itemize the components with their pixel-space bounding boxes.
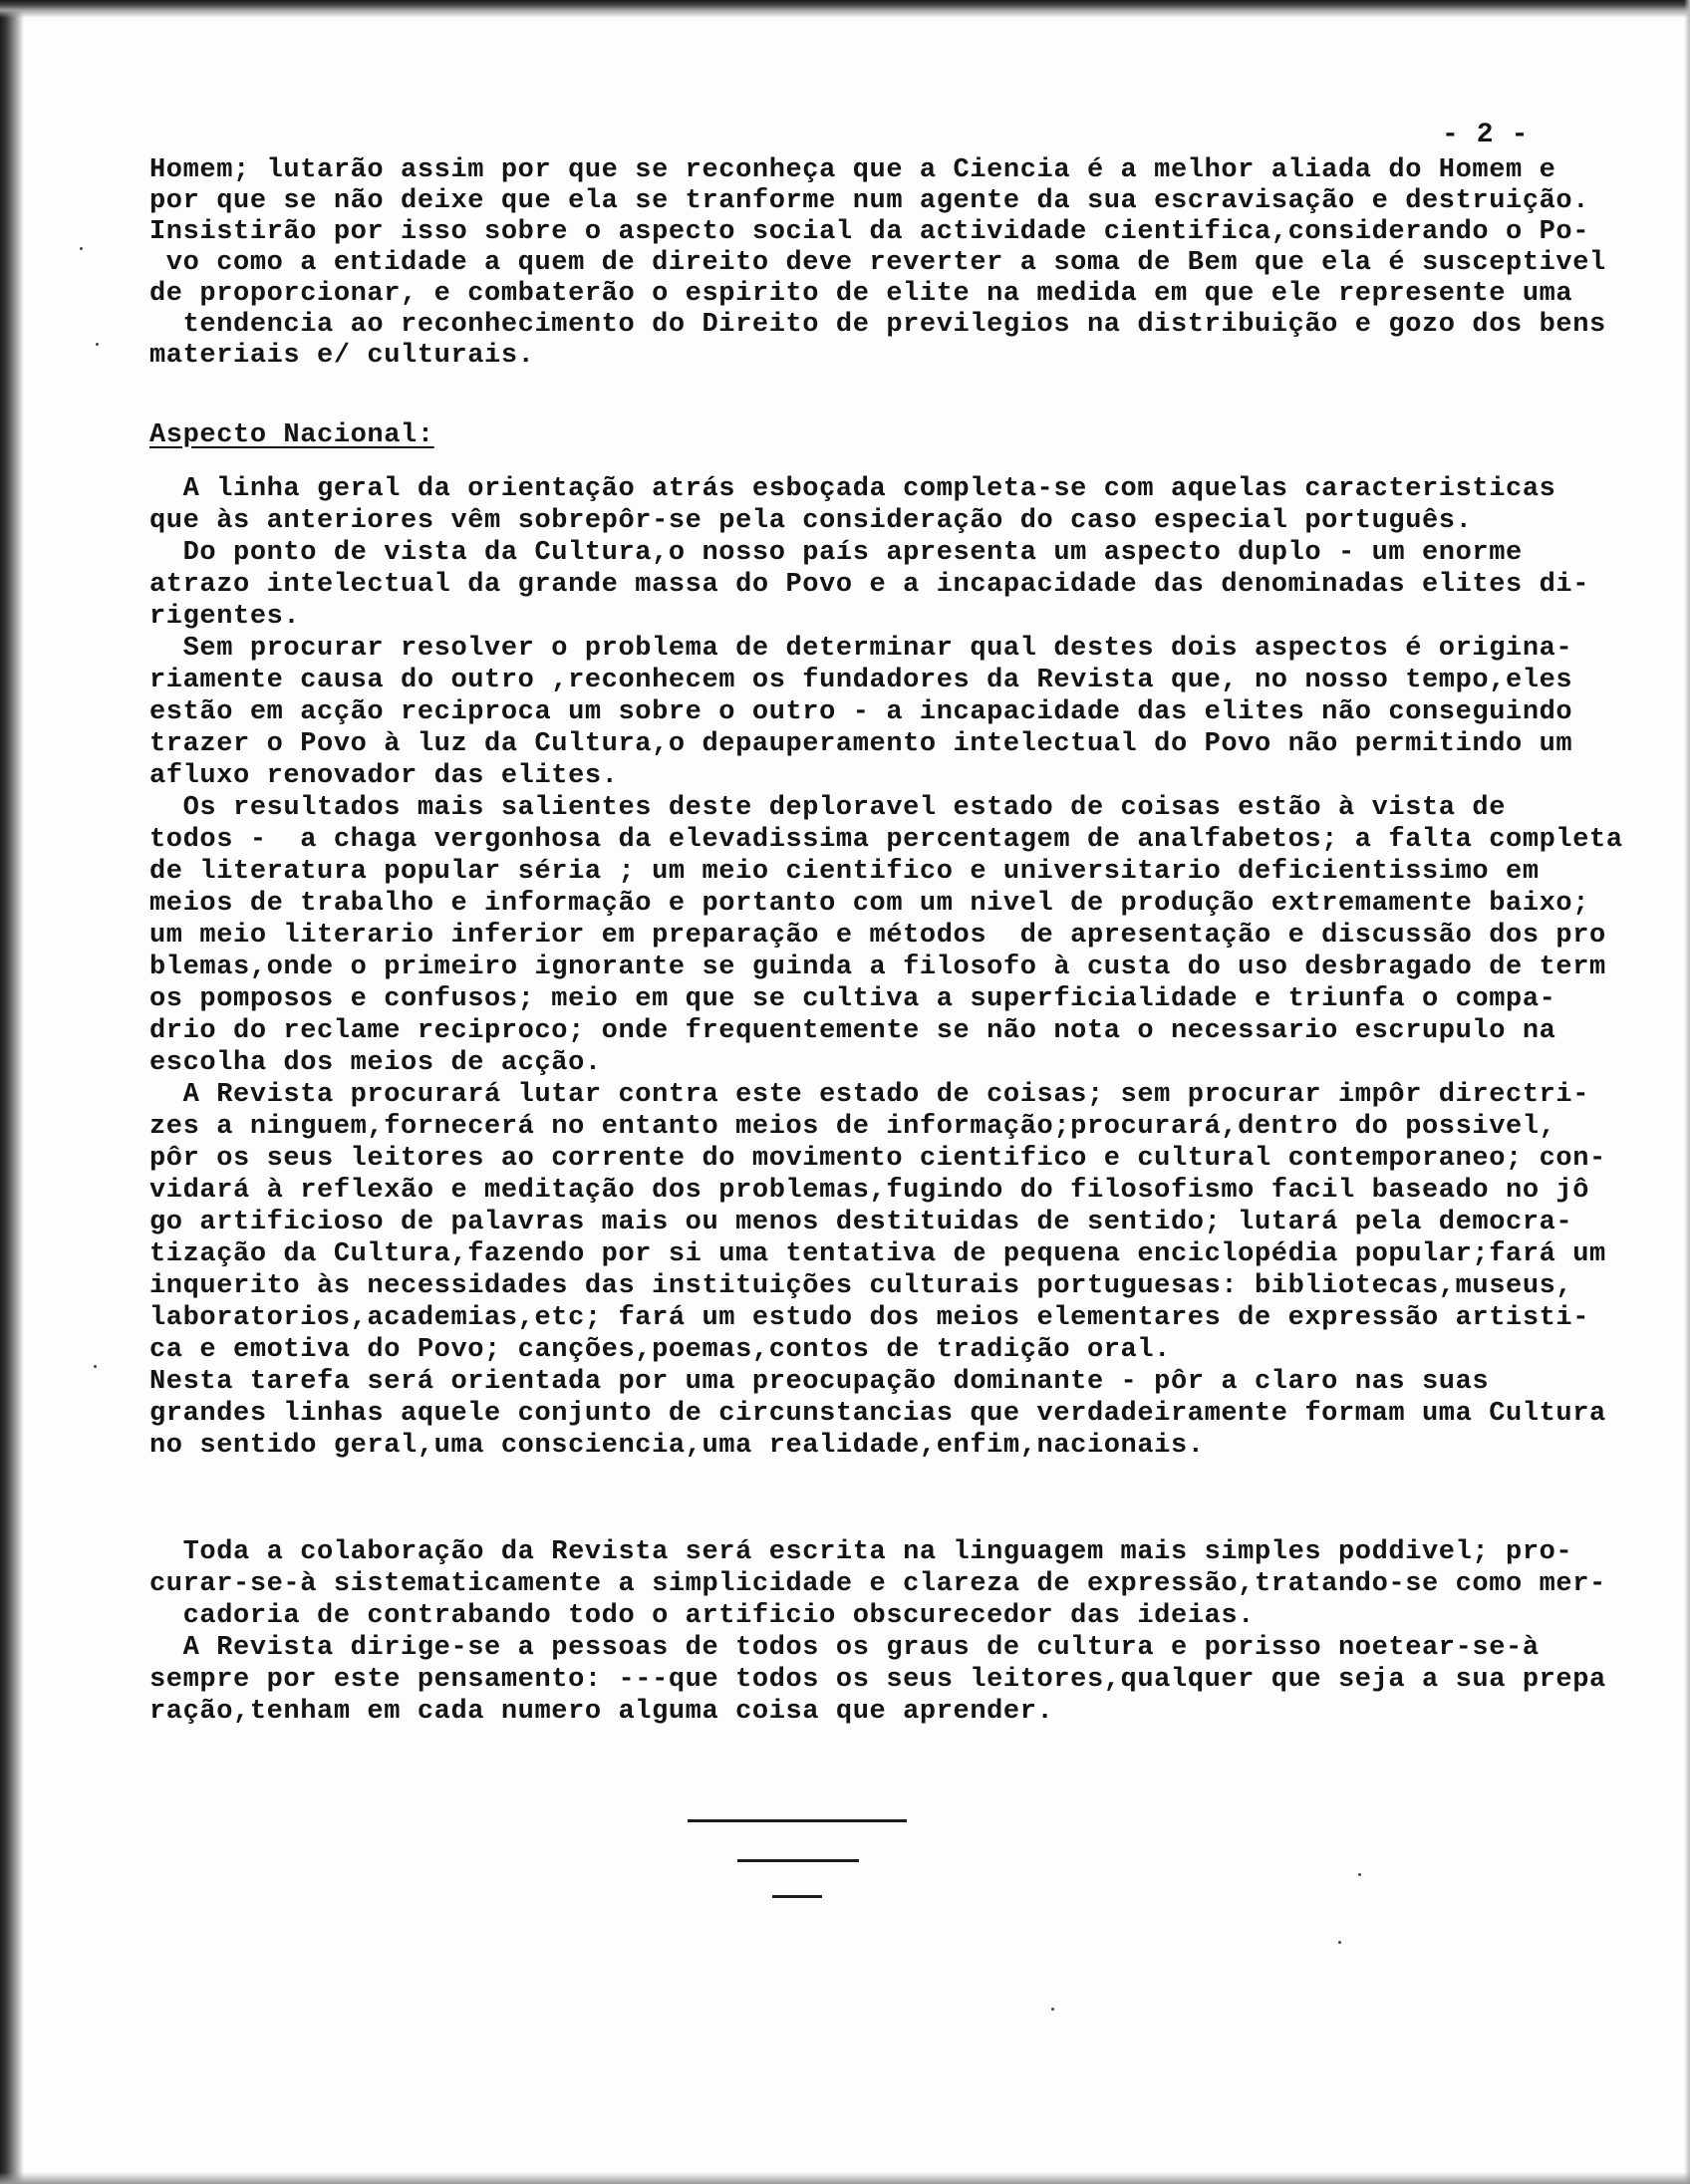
text-line: blemas,onde o primeiro ignorante se guinda a filosofo à custa do uso desbragado de term (149, 953, 1606, 982)
text-line: Insistirão por isso sobre o aspecto social da actividade cientifica,considerando o Po- (149, 217, 1590, 247)
text-line: materiais e/ culturais. (149, 341, 535, 371)
text-line: grandes linhas aquele conjunto de circunstancias que verdadeiramente formam uma Cultura (149, 1399, 1606, 1429)
scan-edge-right (1684, 0, 1690, 2184)
text-line: laboratorios,academias,etc; fará um estudo dos meios elementares de expressão artisti- (149, 1303, 1590, 1333)
section-heading: Aspecto Nacional: (149, 420, 434, 450)
text-line: de literatura popular séria ; um meio cientifico e universitario deficientissimo em (149, 857, 1540, 887)
text-line: todos - a chaga vergonhosa da elevadissima percentagem de analfabetos; a falta completa (149, 825, 1623, 855)
scan-edge-left (0, 0, 24, 2184)
text-line: pôr os seus leitores ao corrente do movimento cientifico e cultural contemporaneo; con- (149, 1144, 1606, 1174)
text-line: curar-se-à sistematicamente a simplicidade e clareza de expressão,tratando-se como mer- (149, 1569, 1606, 1599)
text-line: ca e emotiva do Povo; canções,poemas,contos de tradição oral. (149, 1335, 1171, 1365)
text-line: A Revista dirige-se a pessoas de todos os graus de cultura e porisso noetear-se-à (149, 1633, 1540, 1663)
text-line: afluxo renovador das elites. (149, 761, 619, 791)
text-line: rigentes. (149, 602, 301, 632)
text-line: ração,tenham em cada numero alguma coisa que aprender. (149, 1697, 1054, 1727)
text-line: Homem; lutarão assim por que se reconheça que a Ciencia é a melhor aliada do Homem e (149, 155, 1556, 185)
text-line: meios de trabalho e informação e portanto com um nivel de produção extremamente baixo; (149, 889, 1590, 919)
text-line: trazer o Povo à luz da Cultura,o depauperamento intelectual do Povo não permitindo um (149, 729, 1573, 759)
text-line: vidará à reflexão e meditação dos problemas,fugindo do filosofismo facil baseado no jô (149, 1176, 1590, 1206)
text-line: A Revista procurará lutar contra este estado de coisas; sem procurar impôr directri- (149, 1080, 1590, 1110)
text-line: Toda a colaboração da Revista será escrita na linguagem mais simples poddivel; pro- (149, 1537, 1573, 1567)
text-line: riamente causa do outro ,reconhecem os fundadores da Revista que, no nosso tempo,eles (149, 666, 1573, 695)
closing-rule-short (772, 1895, 822, 1898)
text-line: Do ponto de vista da Cultura,o nosso país apresenta um aspecto duplo - um enorme (149, 538, 1523, 568)
page-number: - 2 - (1442, 120, 1530, 150)
text-line: sempre por este pensamento: ---que todos os seus leitores,qualquer que seja a sua prepa (149, 1665, 1606, 1695)
scan-speck (94, 1365, 97, 1368)
text-line: os pomposos e confusos; meio em que se cultiva a superficialidade e triunfa o compa- (149, 984, 1556, 1014)
scan-edge-top (0, 0, 1690, 18)
text-line: escolha dos meios de acção. (149, 1048, 602, 1078)
text-line: no sentido geral,uma consciencia,uma realidade,enfim,nacionais. (149, 1431, 1205, 1461)
text-line: Sem procurar resolver o problema de determinar qual destes dois aspectos é origina- (149, 634, 1573, 664)
text-line: por que se não deixe que ela se tranforme num agente da sua escravisação e destruição. (149, 186, 1590, 216)
text-line: de proporcionar, e combaterão o espirito de elite na medida em que ele represente uma (149, 279, 1573, 309)
scan-speck (1051, 2008, 1054, 2011)
text-line: um meio literario inferior em preparação e métodos de apresentação e discussão dos pro (149, 921, 1606, 951)
scan-speck (1358, 1873, 1361, 1876)
text-line: A linha geral da orientação atrás esboçada completa-se com aquelas caracteristicas (149, 474, 1556, 504)
text-line: cadoria de contrabando todo o artificio obscurecedor das ideias. (149, 1601, 1255, 1631)
text-line: vo como a entidade a quem de direito deve reverter a soma de Bem que ela é susceptivel (149, 248, 1606, 278)
scan-speck (96, 343, 99, 346)
text-line: inquerito às necessidades das instituições culturais portuguesas: bibliotecas,museus, (149, 1271, 1573, 1301)
text-line: que às anteriores vêm sobrepôr-se pela consideração do caso especial português. (149, 506, 1473, 536)
closing-rule-long (688, 1819, 907, 1822)
scan-edge-bottom (0, 2172, 1690, 2184)
text-line: tização da Cultura,fazendo por si uma tentativa de pequena enciclopédia popular;fará um (149, 1239, 1606, 1269)
text-line: tendencia ao reconhecimento do Direito de previlegios na distribuição e gozo dos bens (149, 310, 1606, 340)
text-line: atrazo intelectual da grande massa do Povo e a incapacidade das denominadas elites di- (149, 570, 1590, 600)
scan-speck (80, 247, 83, 250)
text-line: Os resultados mais salientes deste deploravel estado de coisas estão à vista de (149, 793, 1507, 823)
text-line: drio do reclame reciproco; onde frequentemente se não nota o necessario escrupulo na (149, 1016, 1556, 1046)
scan-speck (1338, 1941, 1341, 1944)
closing-rule-medium (737, 1859, 859, 1862)
text-line: Nesta tarefa será orientada por uma preocupação dominante - pôr a claro nas suas (149, 1367, 1490, 1397)
text-line: go artificioso de palavras mais ou menos destituidas de sentido; lutará pela democra- (149, 1208, 1573, 1237)
text-line: zes a ninguem,fornecerá no entanto meios de informação;procurará,dentro do possivel, (149, 1112, 1556, 1142)
text-line: estão em acção reciproca um sobre o outro - a incapacidade das elites não conseguindo (149, 697, 1573, 727)
